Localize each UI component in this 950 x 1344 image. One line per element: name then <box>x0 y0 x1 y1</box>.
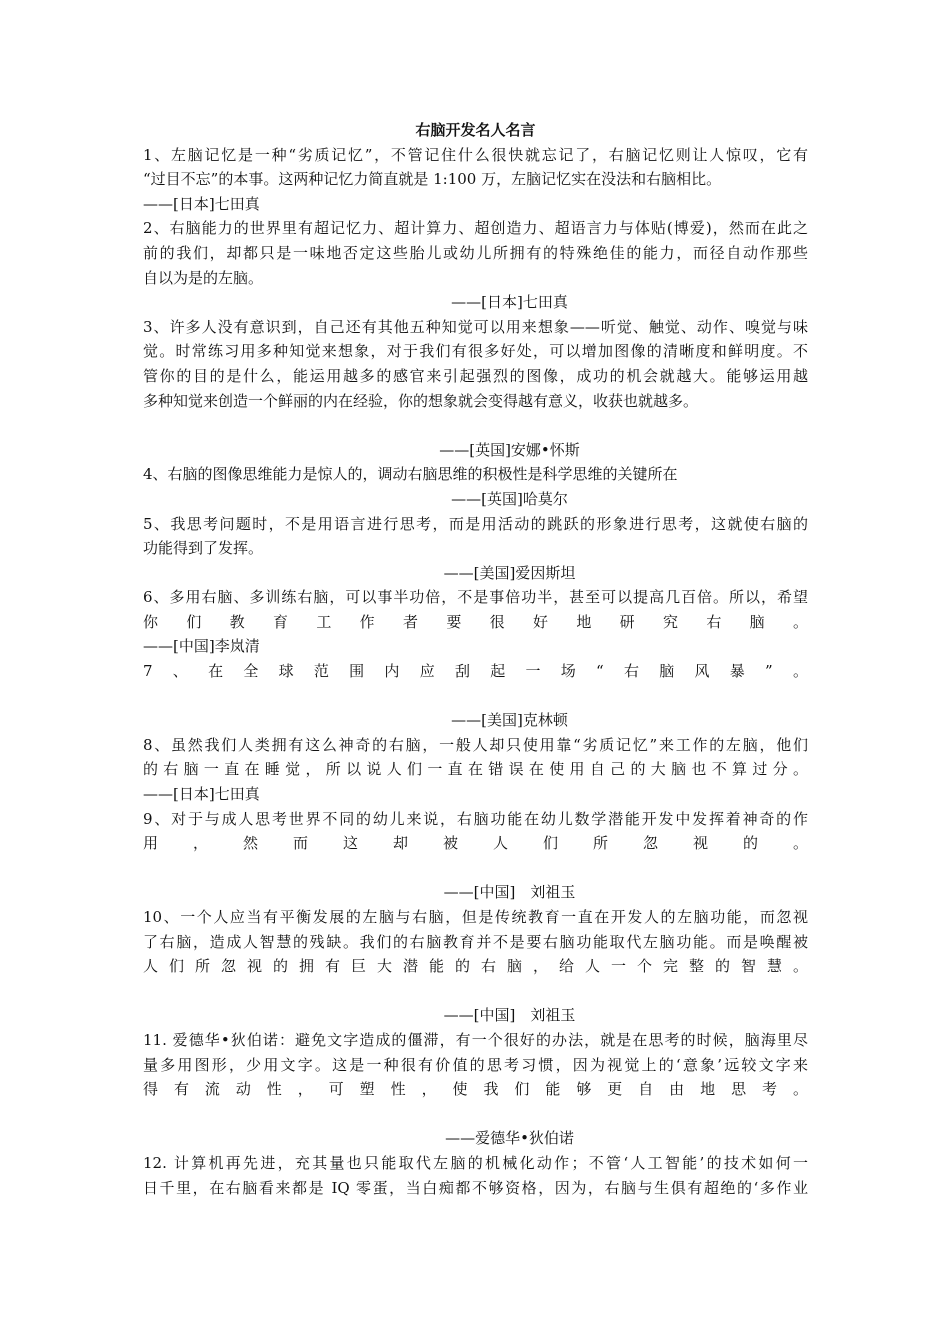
quote-11-line-1: 11. 爱德华•狄伯诺：避免文字造成的僵滞，有一个很好的办法，就是在思考的时候，脑海里尽 <box>143 1030 808 1049</box>
quote-3-line-3: 管你的目的是什么，能运用越多的感官来引起强烈的图像，成功的机会就越大。能够运用越 <box>143 366 808 385</box>
quote-6-attribution: ——[中国]李岚清 <box>143 637 260 656</box>
quote-3-line-1: 3、许多人没有意识到，自己还有其他五种知觉可以用来想象——听觉、触觉、动作、嗅觉与味 <box>143 317 808 336</box>
quote-11-attribution: ——爱德华•狄伯诺 <box>445 1129 574 1148</box>
quote-10-line-3: 人们所忽视的拥有巨大潜能的右脑，给人一个完整的智慧。 <box>143 957 808 976</box>
quote-10-attribution: ——[中国] 刘祖玉 <box>443 1006 576 1025</box>
document-page <box>143 118 808 1200</box>
quote-8-line-2: 的右脑一直在睡觉，所以说人们一直在错误在使用自己的大脑也不算过分。 <box>143 760 808 779</box>
quote-10-line-2: 了右脑，造成人智慧的残缺。我们的右脑教育并不是要右脑功能取代左脑功能。而是唤醒被 <box>143 932 808 951</box>
spacer <box>143 856 808 881</box>
quote-2-line-3: 自以为是的左脑。 <box>143 268 264 287</box>
quote-3-line-2: 觉。时常练习用多种知觉来想象，对于我们有很多好处，可以增加图像的清晰度和鲜明度。不 <box>143 342 808 361</box>
quote-2-attribution: ——[日本]七田真 <box>451 293 568 312</box>
quote-10-line-1: 10、一个人应当有平衡发展的左脑与右脑，但是传统教育一直在开发人的左脑功能，而忽视 <box>143 908 808 926</box>
quote-4-attribution: ——[英国]哈莫尔 <box>451 489 568 508</box>
quote-9-line-1: 9、对于与成人思考世界不同的幼儿来说，右脑功能在幼儿数学潜能开发中发挥着神奇的作 <box>143 809 808 828</box>
quote-12-line-1: 12. 计算机再先进，充其量也只能取代左脑的机械化动作；不管‘人工智能’的技术如何一 <box>143 1153 808 1172</box>
quote-3-attribution: ——[英国]安娜•怀斯 <box>439 440 580 459</box>
quote-3-line-4: 多种知觉来创造一个鲜丽的内在经验，你的想象就会变得越有意义，收获也就越多。 <box>143 391 699 410</box>
quote-5-line-1: 5、我思考问题时，不是用语言进行思考，而是用活动的跳跃的形象进行思考，这就使右脑的 <box>143 514 808 533</box>
quote-11-line-2: 量多用图形，少用文字。这是一种很有价值的思考习惯，因为视觉上的‘意象’远较文字来 <box>143 1055 808 1074</box>
spacer <box>143 413 808 438</box>
quote-2-line-1: 2、右脑能力的世界里有超记忆力、超计算力、超创造力、超语言力与体贴(博爱)，然而在此之 <box>143 219 808 238</box>
quote-6-line-2: 你们教育工作者要很好地研究右脑。 <box>143 612 808 631</box>
quote-11-line-3: 得有流动性，可塑性，使我们能够更自由地思考。 <box>143 1080 808 1099</box>
quote-12-line-2: 日千里，在右脑看来都是 IQ 零蛋，当白痴都不够资格，因为，右脑与生俱有超绝的‘多作业 <box>143 1178 808 1197</box>
quote-1-attribution: ——[日本]七田真 <box>143 194 260 213</box>
spacer <box>143 979 808 1004</box>
quote-4-line-1: 4、右脑的图像思维能力是惊人的，调动右脑思维的积极性是科学思维的关键所在 <box>143 465 678 484</box>
quote-7-attribution: ——[美国]克林顿 <box>451 711 568 730</box>
spacer <box>143 1102 808 1127</box>
quote-5-attribution: ——[美国]爱因斯坦 <box>443 563 576 582</box>
quote-2-line-2: 前的我们，却都只是一味地否定这些胎儿或幼儿所拥有的特殊绝佳的能力，而径自动作那些 <box>143 243 808 262</box>
quote-7-line-1: 7、在全球范围内应刮起一场“右脑风暴”。 <box>143 662 808 681</box>
quote-1-line-2: “过目不忘”的本事。这两种记忆力简直就是 1:100 万，左脑记忆实在没法和右脑相比。 <box>143 170 722 189</box>
quote-8-attribution: ——[日本]七田真 <box>143 785 260 804</box>
spacer <box>143 684 808 709</box>
quote-9-line-2: 用，然而这却被人们所忽视的。 <box>143 834 808 853</box>
quote-9-attribution: ——[中国] 刘祖玉 <box>443 883 576 902</box>
quote-5-line-2: 功能得到了发挥。 <box>143 539 264 558</box>
quote-1-line-1: 1、左脑记忆是一种“劣质记忆”，不管记住什么很快就忘记了，右脑记忆则让人惊叹，它有 <box>143 145 808 164</box>
quote-8-line-1: 8、虽然我们人类拥有这么神奇的右脑，一般人却只使用靠“劣质记忆”来工作的左脑，他们 <box>143 735 808 754</box>
quote-6-line-1: 6、多用右脑、多训练右脑，可以事半功倍，不是事倍功半，甚至可以提高几百倍。所以，希望 <box>143 588 808 607</box>
document-title: 右脑开发名人名言 <box>415 121 536 139</box>
